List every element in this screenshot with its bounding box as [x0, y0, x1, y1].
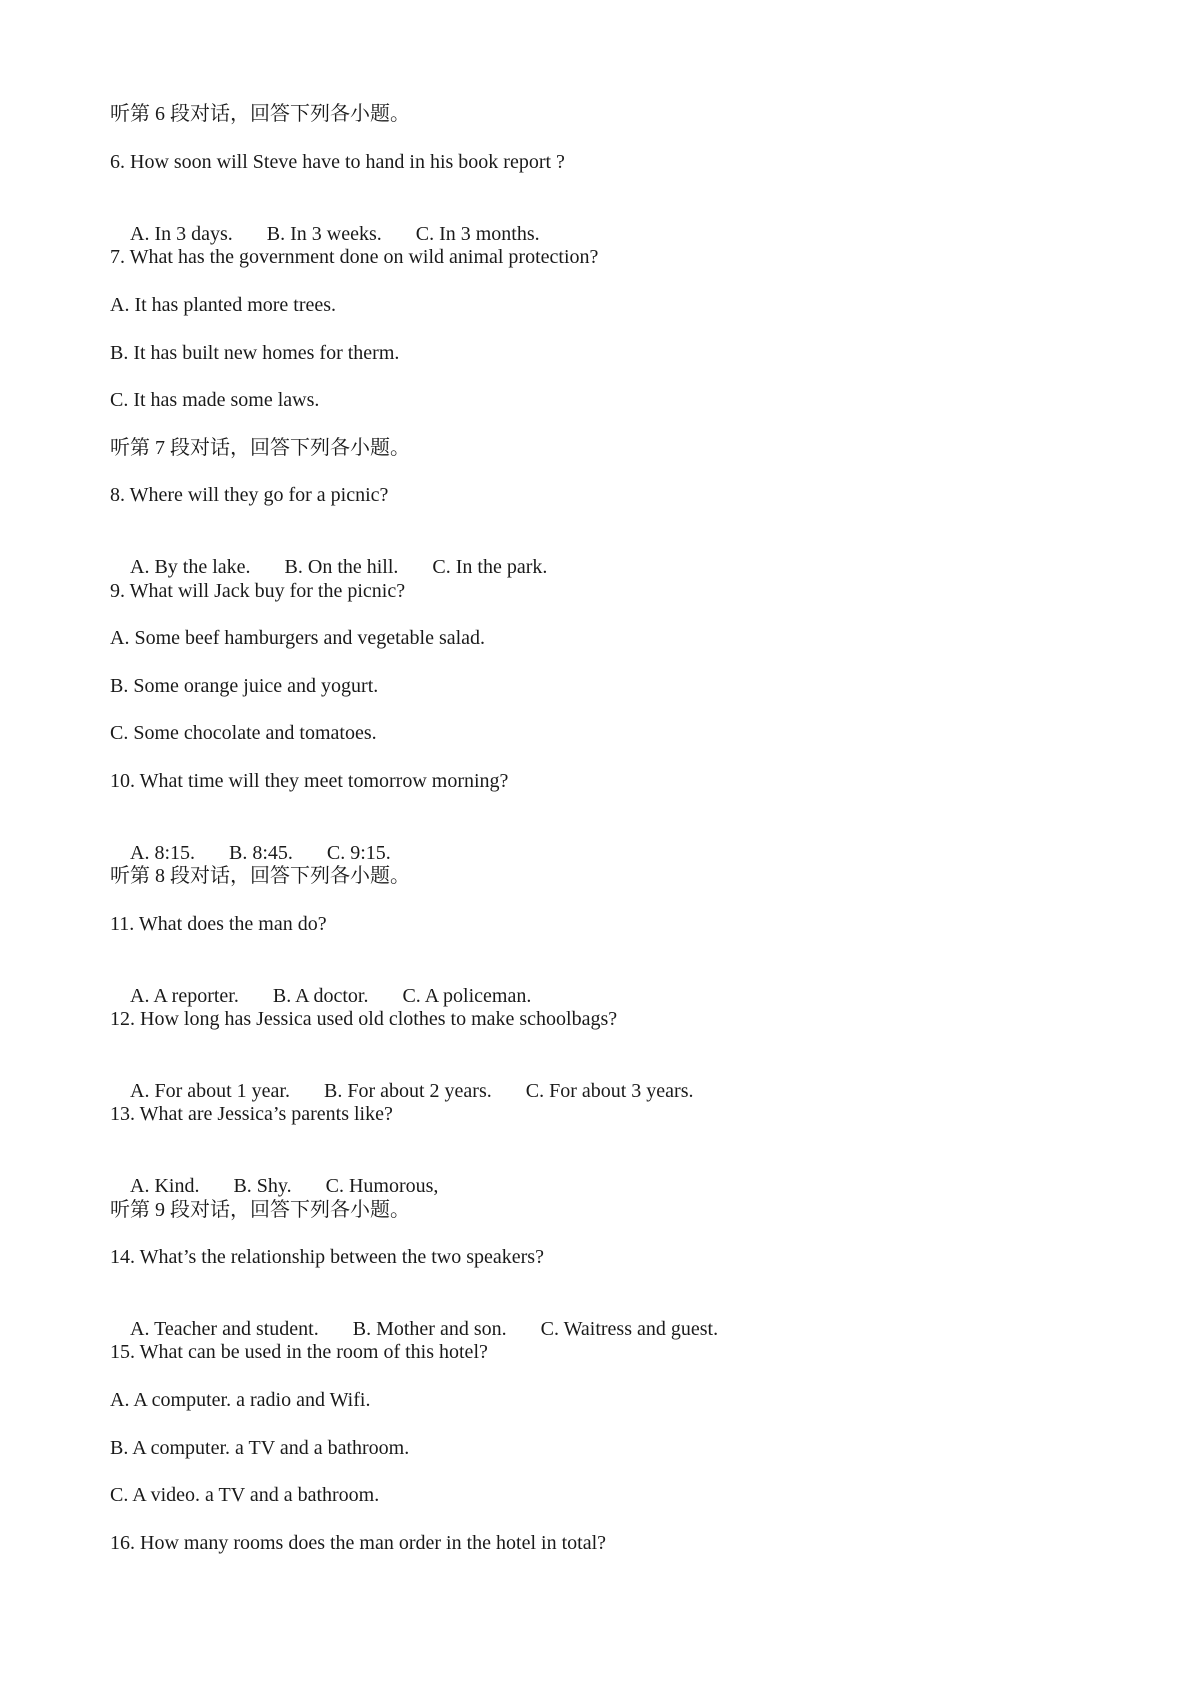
- question-7: 7. What has the government done on wild animal protection?: [110, 246, 599, 268]
- question-15: 15. What can be used in the room of this hotel?: [110, 1341, 488, 1363]
- option-b: B. Shy.: [233, 1175, 292, 1197]
- option-a: A. For about 1 year.: [130, 1080, 290, 1102]
- option-a: A. In 3 days.: [130, 223, 233, 245]
- option-b: B. It has built new homes for therm.: [110, 342, 400, 364]
- option-c: C. Some chocolate and tomatoes.: [110, 722, 377, 744]
- option-c: C. 9:15.: [326, 842, 391, 864]
- question-12: 12. How long has Jessica used old clothes to make schoolbags?: [110, 1008, 618, 1030]
- option-b: B. A computer. a TV and a bathroom.: [110, 1437, 410, 1459]
- question-11: 11. What does the man do?: [110, 913, 327, 935]
- option-c: C. In 3 months.: [415, 223, 540, 245]
- option-b: B. A doctor.: [272, 985, 369, 1007]
- question-13: 13. What are Jessica’s parents like?: [110, 1103, 393, 1125]
- option-c: C. A policeman.: [402, 985, 532, 1007]
- option-c: C. A video. a TV and a bathroom.: [110, 1484, 380, 1506]
- option-b: B. On the hill.: [284, 556, 399, 578]
- option-c: C. Humorous,: [325, 1175, 439, 1197]
- question-6: 6. How soon will Steve have to hand in his book report ?: [110, 151, 565, 173]
- option-c: C. For about 3 years.: [525, 1080, 694, 1102]
- section-heading: 听第 7 段对话，回答下列各小题。: [110, 437, 410, 459]
- option-a: A. Teacher and student.: [130, 1318, 319, 1340]
- section-heading: 听第 9 段对话，回答下列各小题。: [110, 1199, 410, 1221]
- option-b: B. 8:45.: [229, 842, 293, 864]
- option-a: A. A computer. a radio and Wifi.: [110, 1389, 371, 1411]
- option-a: A. It has planted more trees.: [110, 294, 337, 316]
- section-heading: 听第 8 段对话，回答下列各小题。: [110, 865, 410, 887]
- section-heading: 听第 6 段对话，回答下列各小题。: [110, 103, 410, 125]
- option-a: A. 8:15.: [130, 842, 195, 864]
- question-10: 10. What time will they meet tomorrow morning?: [110, 770, 509, 792]
- option-c: C. In the park.: [432, 556, 548, 578]
- option-a: A. A reporter.: [130, 985, 239, 1007]
- question-8: 8. Where will they go for a picnic?: [110, 484, 389, 506]
- option-b: B. Some orange juice and yogurt.: [110, 675, 379, 697]
- option-a: A. Some beef hamburgers and vegetable salad.: [110, 627, 486, 649]
- question-16: 16. How many rooms does the man order in the hotel in total?: [110, 1532, 607, 1554]
- question-9: 9. What will Jack buy for the picnic?: [110, 580, 406, 602]
- option-c: C. Waitress and guest.: [540, 1318, 719, 1340]
- option-a: A. By the lake.: [130, 556, 251, 578]
- option-b: B. For about 2 years.: [323, 1080, 492, 1102]
- question-14: 14. What’s the relationship between the two speakers?: [110, 1246, 544, 1268]
- option-a: A. Kind.: [130, 1175, 200, 1197]
- option-b: B. In 3 weeks.: [266, 223, 382, 245]
- option-c: C. It has made some laws.: [110, 389, 320, 411]
- option-b: B. Mother and son.: [352, 1318, 507, 1340]
